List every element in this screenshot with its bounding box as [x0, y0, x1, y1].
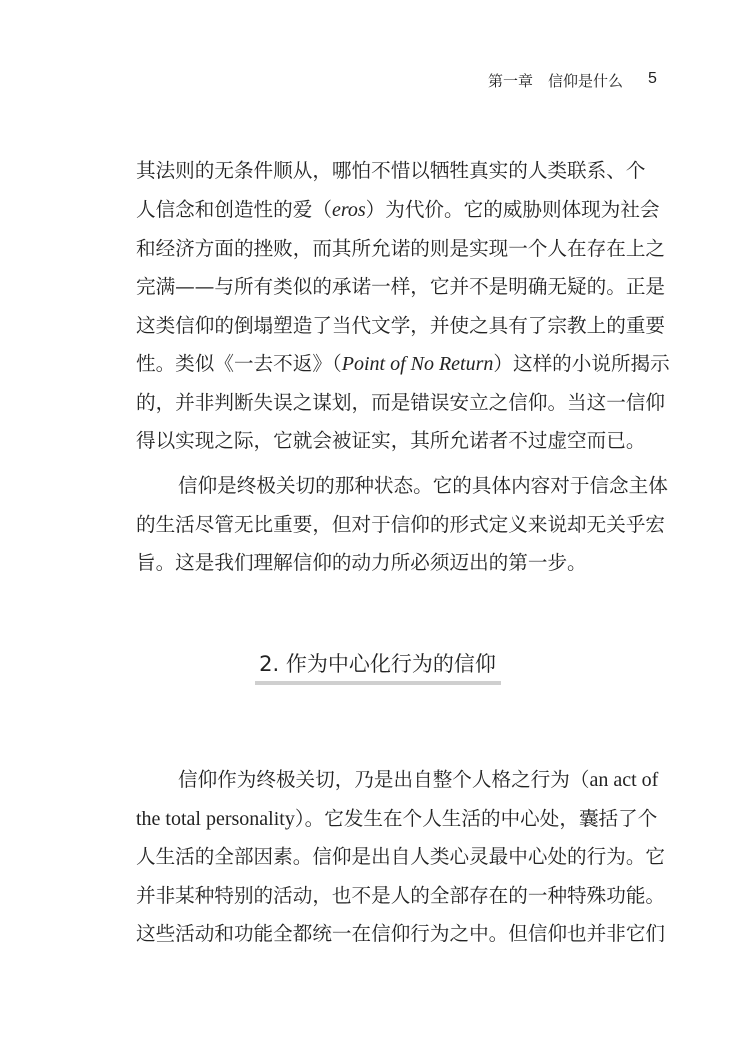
- text-span: ）为代价。它的威胁则体现为社会: [365, 198, 660, 221]
- text-line: [136, 390, 666, 416]
- heading-underline: [255, 681, 501, 685]
- text-line: [136, 883, 666, 909]
- text-line: [136, 236, 666, 262]
- text-line: [136, 844, 666, 870]
- page-number: 5: [648, 70, 657, 87]
- text-span: the total personality: [136, 808, 295, 830]
- running-head-chapter-title: 第一章 信仰是什么: [488, 72, 624, 90]
- text-span: 信仰作为终极关切，乃是出自整个人格之行为（: [178, 768, 590, 791]
- italic-term: Point of No Return: [341, 353, 494, 375]
- text-span: ）这样的小说所揭示: [493, 352, 670, 375]
- text-line: [136, 921, 666, 947]
- text-span: 旨。这是我们理解信仰的动力所必须迈出的第一步。: [136, 551, 587, 574]
- text-line: [136, 512, 666, 538]
- text-span: 信仰是终极关切的那种状态。它的具体内容对于信念主体: [178, 474, 668, 497]
- text-span: 完满——与所有类似的承诺一样，它并不是明确无疑的。正是: [136, 275, 666, 298]
- italic-term: eros: [331, 199, 366, 221]
- text-span: 人信念和创造性的爱（: [136, 198, 332, 221]
- text-line: [136, 428, 646, 454]
- text-span: 这类信仰的倒塌塑造了当代文学，并使之具有了宗教上的重要: [136, 314, 666, 337]
- text-span: ）。它发生在个人生活的中心处，囊括了个: [294, 807, 658, 830]
- text-span: 的，并非判断失误之谋划，而是错误安立之信仰。当这一信仰: [136, 391, 666, 414]
- text-span: an act of: [589, 769, 659, 791]
- text-line: [178, 473, 668, 499]
- text-line: [136, 158, 646, 184]
- text-line: [136, 806, 658, 832]
- text-line: [178, 767, 659, 793]
- text-span: 和经济方面的挫败，而其所允诺的则是实现一个人在存在上之: [136, 237, 666, 260]
- text-span: 这些活动和功能全都统一在信仰行为之中。但信仰也并非它们: [136, 922, 666, 945]
- text-line: [136, 313, 666, 339]
- text-line: [136, 274, 666, 300]
- text-span: 其法则的无条件顺从，哪怕不惜以牺牲真实的人类联系、个: [136, 159, 646, 182]
- text-span: 得以实现之际，它就会被证实，其所允诺者不过虚空而已。: [136, 429, 646, 452]
- text-line: [136, 550, 623, 576]
- section-heading: 2. 作为中心化行为的信仰: [259, 652, 496, 676]
- text-span: 并非某种特别的活动，也不是人的全部存在的一种特殊功能。: [136, 884, 666, 907]
- text-line: [136, 351, 670, 377]
- text-line: [136, 197, 660, 223]
- text-span: 的生活尽管无比重要，但对于信仰的形式定义来说却无关乎宏: [136, 513, 666, 536]
- text-span: 性。类似《一去不返》（: [136, 352, 342, 375]
- text-span: 人生活的全部因素。信仰是出自人类心灵最中心处的行为。它: [136, 845, 666, 868]
